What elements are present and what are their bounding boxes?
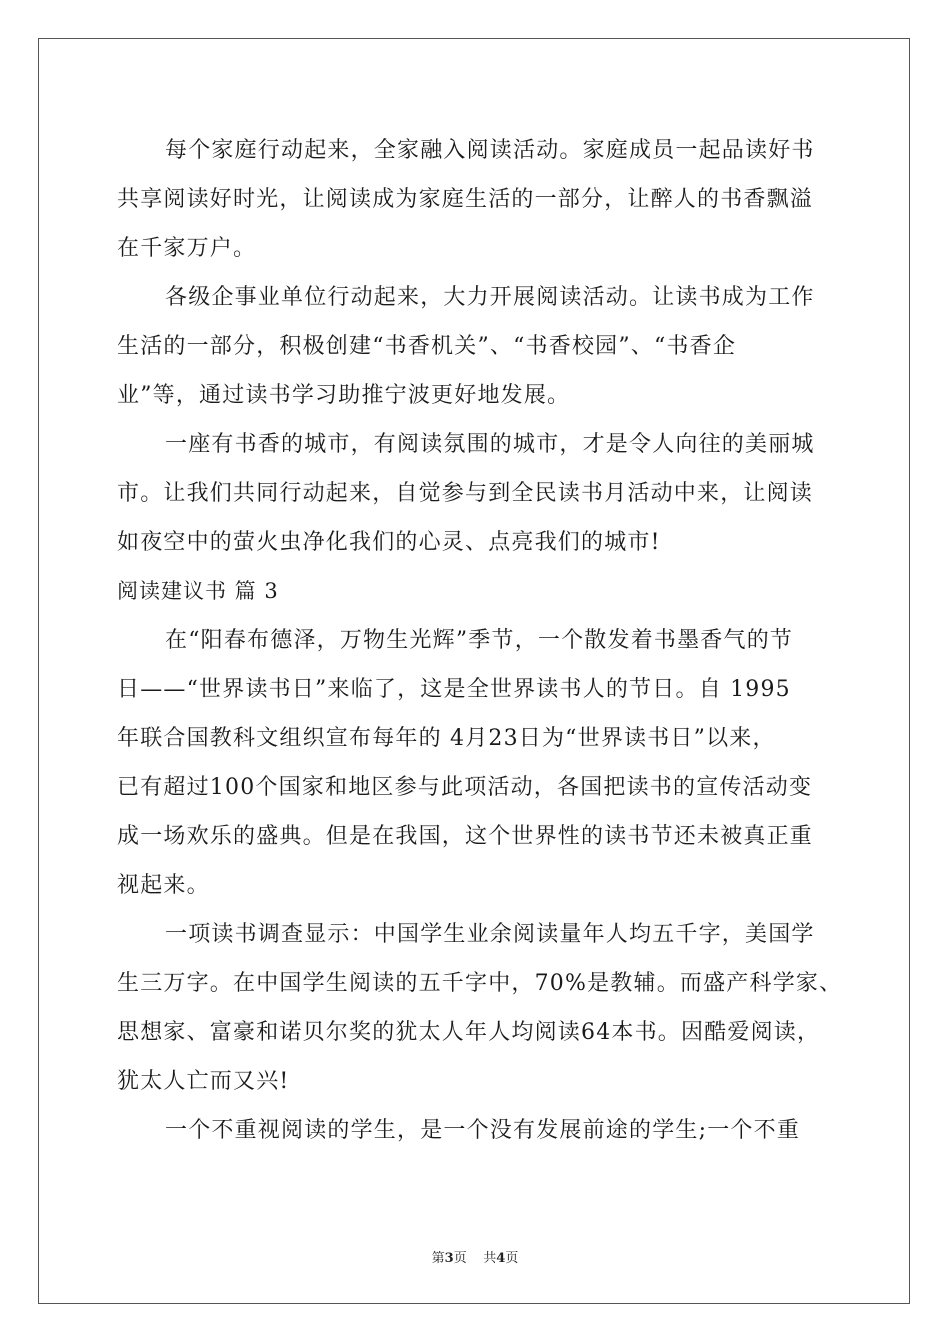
text-line: 日——“世界读书日”来临了，这是全世界读书人的节日。自 1995 (117, 677, 791, 702)
footer-total-prefix: 共 (483, 1251, 497, 1266)
paragraph (117, 616, 833, 910)
document-body (117, 126, 843, 1155)
text-line: 一个不重视阅读的学生，是一个没有发展前途的学生;一个不重 (165, 1118, 801, 1143)
text-line: 生三万字。在中国学生阅读的五千字中，70%是教辅。而盛产科学家、 (117, 971, 843, 996)
text-line: 市。让我们共同行动起来，自觉参与到全民读书月活动中来，让阅读 (117, 481, 814, 506)
text-line: 思想家、富豪和诺贝尔奖的犹太人年人均阅读64本书。因酷爱阅读， (117, 1020, 821, 1045)
paragraph (117, 273, 833, 420)
text-line: 成一场欢乐的盛典。但是在我国，这个世界性的读书节还未被真正重 (117, 824, 814, 849)
paragraph (117, 910, 843, 1106)
section-heading: 阅读建议书 篇 3 (117, 579, 279, 603)
text-line: 年联合国教科文组织宣布每年的 4月23日为“世界读书日”以来， (117, 726, 776, 751)
page-footer (0, 1247, 950, 1266)
text-line: 生活的一部分，积极创建“书香机关”、“书香校园”、“书香企 (117, 334, 737, 359)
paragraph (117, 420, 833, 567)
text-line: 一项读书调查显示：中国学生业余阅读量年人均五千字，美国学 (165, 922, 815, 947)
total-page-count: 4 (496, 1251, 506, 1266)
text-line: 犹太人亡而又兴! (117, 1069, 290, 1094)
footer-prefix: 第 (431, 1251, 445, 1266)
footer-page-suffix: 页 (453, 1251, 467, 1266)
paragraph (117, 1106, 833, 1155)
text-line: 每个家庭行动起来，全家融入阅读活动。家庭成员一起品读好书 (165, 138, 815, 163)
text-line: 一座有书香的城市，有阅读氛围的城市，才是令人向往的美丽城 (165, 432, 815, 457)
text-line: 在千家万户。 (117, 236, 257, 261)
text-line: 共享阅读好时光，让阅读成为家庭生活的一部分，让醉人的书香飘溢 (117, 187, 814, 212)
footer-total-suffix: 页 (505, 1251, 519, 1266)
text-line: 各级企事业单位行动起来，大力开展阅读活动。让读书成为工作 (165, 285, 815, 310)
current-page-number: 3 (444, 1251, 454, 1266)
paragraph (117, 126, 833, 273)
text-line: 如夜空中的萤火虫净化我们的心灵、点亮我们的城市! (117, 530, 661, 555)
text-line: 业”等，通过读书学习助推宁波更好地发展。 (117, 383, 571, 408)
text-line: 视起来。 (117, 873, 210, 898)
text-line: 已有超过100个国家和地区参与此项活动，各国把读书的宣传活动变 (117, 775, 813, 800)
text-line: 在“阳春布德泽，万物生光辉”季节，一个散发着书墨香气的节 (165, 628, 794, 653)
